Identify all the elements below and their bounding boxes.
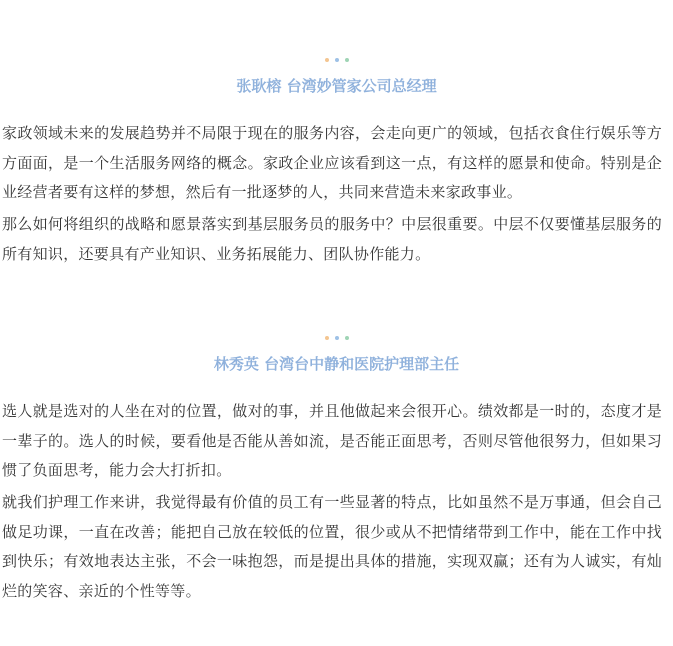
divider-dot-green	[345, 58, 349, 62]
divider-dot-blue	[335, 336, 339, 340]
divider-dot-blue	[335, 58, 339, 62]
body-paragraph: 就我们护理工作来讲，我觉得最有价值的员工有一些显著的特点，比如虽然不是万事通，但会自己做足功课，一直在改善；能把自己放在较低的位置，很少或从不把情绪带到工作中，能在工作中找到快乐；有效地表达主张，不会一味抱怨，而是提出具体的措施，实现双赢；还有为人诚实，有灿烂的笑容、亲近的个性等等。	[2, 493, 662, 600]
section-divider-dots	[0, 335, 673, 341]
divider-dot-orange	[325, 336, 329, 340]
body-paragraph: 那么如何将组织的战略和愿景落实到基层服务员的服务中？中层很重要。中层不仅要懂基层服务的所有知识，还要具有产业知识、业务拓展能力、团队协作能力。	[2, 215, 662, 263]
speaker-heading: 林秀英 台湾台中静和医院护理部主任	[213, 355, 460, 373]
divider-dot-orange	[325, 58, 329, 62]
divider-dot-green	[345, 336, 349, 340]
body-paragraph: 家政领域未来的发展趋势并不局限于现在的服务内容，会走向更广的领域，包括衣食住行娱乐等方方面面，是一个生活服务网络的概念。家政企业应该看到这一点，有这样的愿景和使命。特别是企业经营者要有这样的梦想，然后有一批逐梦的人，共同来营造未来家政事业。	[2, 124, 662, 201]
speaker-heading: 张耿榕 台湾妙管家公司总经理	[236, 77, 437, 95]
section-divider-dots	[0, 57, 673, 63]
body-paragraph: 选人就是选对的人坐在对的位置，做对的事，并且他做起来会很开心。绩效都是一时的，态度才是一辈子的。选人的时候，要看他是否能从善如流，是否能正面思考，否则尽管他很努力，但如果习惯了负面思考，能力会大打折扣。	[2, 402, 662, 479]
